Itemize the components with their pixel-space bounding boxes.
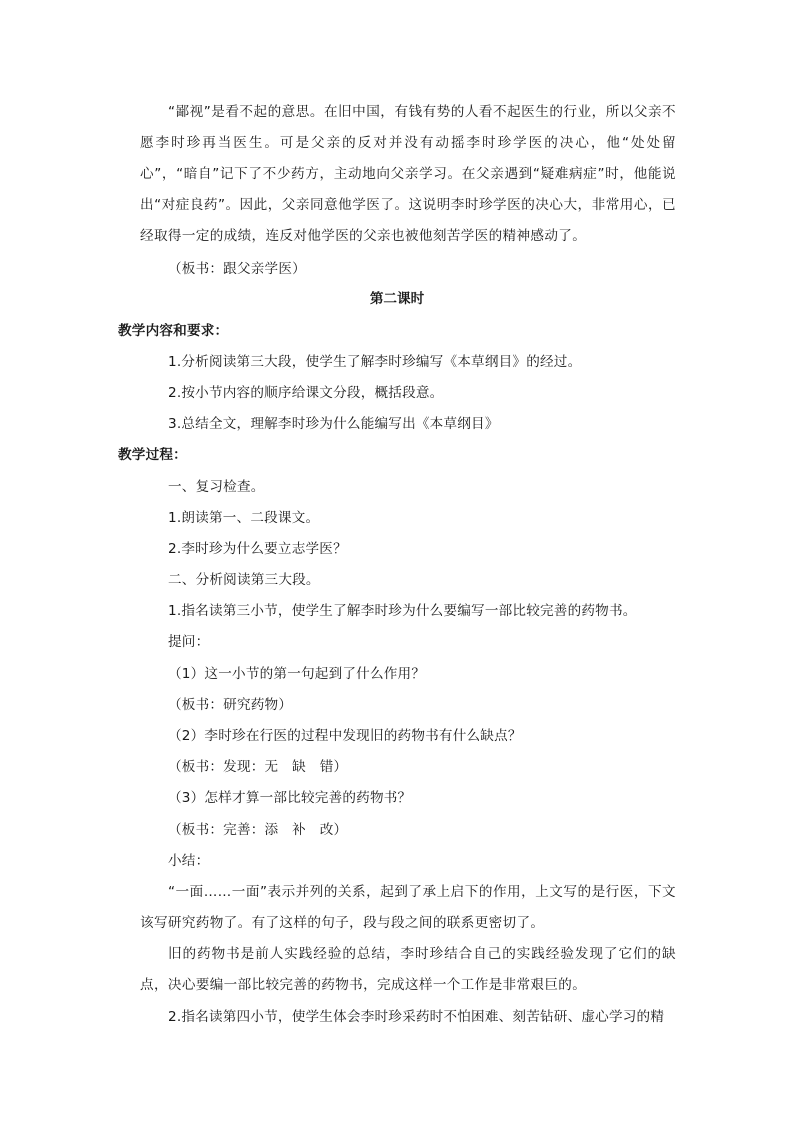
board-note-follow-father: （板书：跟父亲学医）	[168, 261, 306, 277]
question-1: （1）这一小节的第一句起到了什么作用？	[168, 666, 426, 682]
board-note-perfect: （板书：完善：添 补 改）	[168, 822, 348, 838]
content-requirements-heading: 教学内容和要求：	[118, 323, 229, 339]
board-note-research-medicine: （板书：研究药物）	[168, 697, 293, 713]
intro-paragraph: “鄙视”是看不起的意思。在旧中国，有钱有势的人看不起医生的行业，所以父亲不愿李时珍再当医生。可是父亲的反对并没有动摇李时珍学医的决心，他“处处留心”，“暗自”记下了不少药方，主动地向父亲学习。在父亲遇到“疑难病症”时，他能说出“对症良药”。因此，父亲同意他学医了。这说明李时珍学医的决心大，非常用心，已经取得一定的成绩，连反对他学医的父亲也被他刻苦学医的精神感动了。	[140, 104, 676, 244]
process-read-fourth-subsection: 2.指名读第四小节，使学生体会李时珍采药时不怕困难、刻苦钻研、虚心学习的精	[168, 1009, 665, 1025]
question-3: （3）怎样才算一部比较完善的药物书？	[168, 790, 412, 806]
lesson-title: 第二课时	[369, 291, 425, 307]
summary-label: 小结：	[168, 853, 210, 869]
content-item-3: 3.总结全文，理解李时珍为什么能编写出《本草纲目》	[168, 416, 499, 432]
content-item-2: 2.按小节内容的顺序给课文分段，概括段意。	[168, 385, 444, 401]
teaching-process-heading: 教学过程：	[118, 447, 187, 463]
process-review: 一、复习检查。	[168, 479, 265, 495]
process-analyze-section-three: 二、分析阅读第三大段。	[168, 572, 320, 588]
process-question-label: 提问：	[168, 634, 210, 650]
summary-paragraph-1: “一面……一面”表示并列的关系，起到了承上启下的作用，上文写的是行医，下文该写研究药物了。有了这样的句子，段与段之间的联系更密切了。	[140, 884, 676, 931]
board-note-discover: （板书：发现：无 缺 错）	[168, 759, 348, 775]
summary-paragraph-2: 旧的药物书是前人实践经验的总结，李时珍结合自己的实践经验发现了它们的缺点，决心要编一部比较完善的药物书，完成这样一个工作是非常艰巨的。	[140, 946, 676, 993]
process-read-third-subsection: 1.指名读第三小节，使学生了解李时珍为什么要编写一部比较完善的药物书。	[168, 603, 637, 619]
question-2: （2）李时珍在行医的过程中发现旧的药物书有什么缺点？	[168, 728, 522, 744]
process-read-aloud: 1.朗读第一、二段课文。	[168, 510, 320, 526]
process-question-why-medicine: 2.李时珍为什么要立志学医？	[168, 541, 347, 557]
content-item-1: 1.分析阅读第三大段，使学生了解李时珍编写《本草纲目》的经过。	[168, 354, 582, 370]
